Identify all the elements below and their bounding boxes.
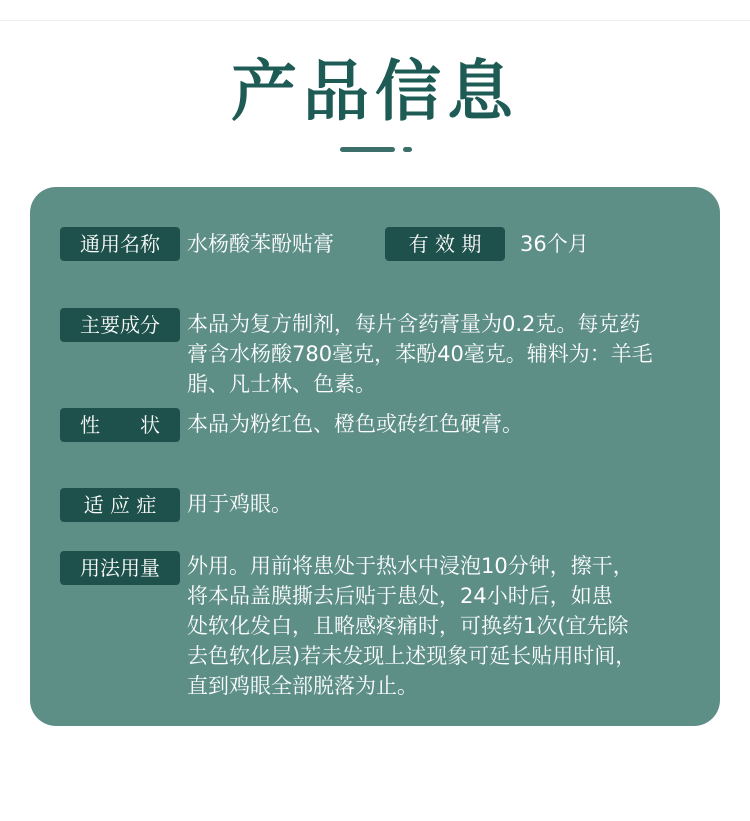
top-divider (0, 20, 750, 21)
properties-value: 本品为粉红色、橙色或砖红色硬膏。 (187, 412, 523, 436)
validity-label: 有 效 期 (385, 227, 505, 261)
underline-long-dash (340, 147, 395, 152)
validity-value: 36个月 (520, 232, 589, 256)
indications-value: 用于鸡眼。 (187, 492, 292, 516)
generic-name-value: 水杨酸苯酚贴膏 (187, 232, 334, 256)
ingredients-line: 脂、凡士林、色素。 (187, 372, 376, 396)
underline-short-dash (403, 147, 412, 152)
usage-line: 外用。用前将患处于热水中浸泡10分钟，擦干， (187, 554, 634, 578)
properties-label: 性 状 (60, 408, 180, 442)
usage-label: 用法用量 (60, 551, 180, 585)
page-title: 产品信息 (231, 53, 519, 130)
usage-line: 将本品盖膜撕去后贴于患处，24小时后，如患 (187, 584, 613, 608)
generic-name-label: 通用名称 (60, 227, 180, 261)
usage-line: 处软化发白，且略感疼痛时，可换药1次(宜先除 (187, 614, 629, 638)
ingredients-value (187, 309, 697, 399)
ingredients-label: 主要成分 (60, 308, 180, 342)
ingredients-line: 膏含水杨酸780毫克，苯酚40毫克。辅料为：羊毛 (187, 342, 653, 366)
usage-value (187, 551, 697, 701)
ingredients-line: 本品为复方制剂，每片含药膏量为0.2克。每克药 (187, 312, 641, 336)
usage-line: 直到鸡眼全部脱落为止。 (187, 674, 418, 698)
indications-label: 适 应 症 (60, 488, 180, 522)
usage-line: 去色软化层)若未发现上述现象可延长贴用时间， (187, 644, 637, 668)
title-underline (340, 147, 412, 152)
product-info-card (30, 187, 720, 726)
